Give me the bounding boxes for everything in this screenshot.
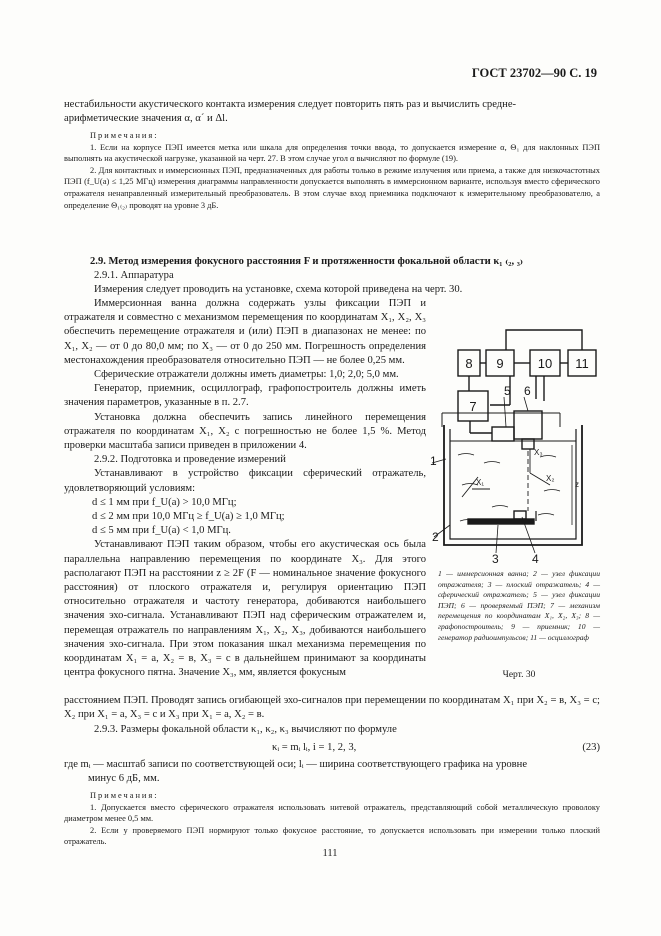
condition-2: d ≤ 2 мм при 10,0 МГц ≥ f_U(a) ≥ 1,0 МГц; (92, 511, 285, 523)
paragraph-alignment-end: расстоянием ПЭП. Проводят запись огибающей эхо-сигналов при перемещении по координатам X₁ при X₂ = в, X₃ = c; X₂ при X₁ = a, X₃ = c и X₃ при X₁ = a, X₂ = в. (64, 695, 600, 721)
notes-block-1 (64, 130, 600, 211)
label-2: 2 (432, 530, 439, 544)
formula-number: (23) (582, 742, 600, 753)
subsection-2-9-1: 2.9.1. Аппаратура (94, 270, 174, 281)
label-3: 3 (492, 552, 499, 566)
label-x2: X₂ (546, 474, 555, 483)
condition-1: d ≤ 1 мм при f_U(a) > 10,0 МГц; (92, 496, 237, 508)
left-column (64, 297, 426, 680)
paragraph-alignment: Устанавливают ПЭП таким образом, чтобы его акустическая ось была параллельна направлению перемещения по координате X₃. Для этого располагают ПЭП на расстоянии z ≥ 2F (F — номинальное значение фокусного расстояния) от плоского отражателя и, регулируя ориентацию ПЭП относительно отражателя и частоту генератора, добиваются наибольшего значения эхо-сигнала. Устанавливают ПЭП над сферическим отражателем и, перемещая отражатель по направлениям X₁, X₂, X₃, добиваются наибольшего значения эхо-сигнала. При этом показания шкал механизма перемещения по координатам X₁ = a, X₂ = в, X₃ = c в дальнейшем принимают за координаты центра фокусного пятна. Значение X₃, мм, является фокусным (64, 539, 426, 679)
pep-6 (514, 411, 542, 439)
paragraph-setup: Измерения следует проводить на установке, схема которой приведена на черт. 30. (94, 284, 463, 295)
label-5: 5 (504, 384, 511, 398)
label-x3: X₃ (534, 448, 543, 457)
paragraph-install: Устанавливают в устройство фиксации сферический отражатель, удовлетворяющий условиям: (64, 468, 426, 494)
loop-line (506, 330, 582, 350)
note-1: 1. Если на корпусе ПЭП имеется метка или шкала для определения точки ввода, то допускается измерение α, Θ₁ для наклонных ПЭП выполнять на акустической нагрузке, указанной на черт. 27. В этом случае угол α вычисляют по формуле (19). (64, 142, 600, 164)
label-6: 6 (524, 384, 531, 398)
formula-legend-1: где mᵢ — масштаб записи по соответствующей оси; lᵢ — ширина соответствующего графика на уровне (64, 759, 528, 770)
note-2-1: 1. Допускается вместо сферического отражателя использовать нитевой отражатель, представляющий собой металлическую проволоку диаметром менее 0,5 мм. (64, 802, 600, 824)
label-10: 10 (537, 356, 553, 371)
bath-outer (444, 425, 582, 545)
formula-23: κᵢ = mᵢ lᵢ, i = 1, 2, 3, (272, 742, 357, 753)
page-number: 111 (322, 848, 338, 859)
label-9: 9 (496, 356, 504, 371)
label-11: 11 (575, 356, 589, 371)
intro-line-1: нестабильности акустического контакта измерения следует повторить пять раз и вычислить средне- (64, 99, 517, 110)
paragraph-reflectors: Сферические отражатели должны иметь диаметры: 1,0; 2,0; 5,0 мм. (94, 369, 399, 381)
notes-block-2 (64, 790, 600, 848)
label-7: 7 (469, 399, 477, 414)
water-ripples (458, 454, 560, 522)
pep-tip (522, 439, 534, 449)
notes-heading: Примечания: (90, 131, 159, 140)
notes-heading-2: Примечания: (90, 791, 159, 800)
label-x1: X₁ (476, 478, 485, 487)
note-2: 2. Для контактных и иммерсионных ПЭП, предназначенных для работы только в режиме излучения или приема, а также для низкочастотных ПЭП (f_U(a) ≤ 1,25 МГц) измерения диаграммы направленности допускается выполнять в иммерсионном варианте, используя вместо сферического отражателя ненаправленный измерительный преобразователь. В этом случае вход приемника подключают к измерительному преобразователю, а определение Θ₁₍₂₎ проводят на уровне 3 дБ. (64, 165, 600, 210)
spherical-reflector-4 (514, 511, 526, 519)
label-1: 1 (430, 454, 437, 468)
formula-legend-2: минус 6 дБ, мм. (88, 773, 160, 784)
pep-holder-5 (492, 427, 514, 441)
paragraph-recording: Установка должна обеспечить запись линейного перемещения отражателя по координатам X₁, X₂ с погрешностью не более 1,5 %. Метод проверки масштаба записи приведен в приложении 4. (64, 411, 426, 452)
label-4: 4 (532, 552, 539, 566)
figure-caption: 1 — иммерсионная ванна; 2 — узел фиксации отражателя; 3 — плоский отражатель; 4 — сферический отражатель; 5 — узел фиксации ПЭП; 6 — проверяемый ПЭП; 7 — механизм перемещения по координатам X₁, X₂, X₃; 8 — графопостроитель; 9 — приемник; 10 — генератор радиоимпульсов; 11 — осциллограф (438, 569, 600, 642)
note-2-2: 2. Если у проверяемого ПЭП нормируют только фокусное расстояние, то допускается использовать при измерении только плоский отражатель. (64, 825, 600, 847)
figure-30-diagram (432, 325, 604, 565)
intro-line-2: арифметические значения α, α´ и Δl. (64, 113, 228, 125)
intro-paragraph (64, 98, 600, 126)
label-8: 8 (465, 356, 473, 371)
subsection-2-9-2: 2.9.2. Подготовка и проведение измерений (94, 454, 286, 466)
label-z: z (575, 480, 579, 489)
section-heading: 2.9. Метод измерения фокусного расстояния F и протяженности фокальной области κ₁ ₍₂, ₃₎ (90, 256, 524, 267)
page-header: ГОСТ 23702—90 С. 19 (471, 66, 597, 80)
subsection-2-9-3: 2.9.3. Размеры фокальной области κ₁, κ₂, κ₃ вычисляют по формуле (94, 724, 397, 735)
condition-3: d ≤ 5 мм при f_U(a) < 1,0 МГц. (92, 525, 231, 537)
paragraph-bath: Иммерсионная ванна должна содержать узлы фиксации ПЭП и отражателя и совместно с механизмом перемещения по координатам X₁, X₂, X₃ обеспечить перемещение отражателя и (или) ПЭП в диапазонах не менее: по X₁, X₂ — от 0 до 80,0 мм; по X₃ — от 0 до 250 мм. Погрешность определения местонахождения преобразователя относительно ПЭП — не более 0,25 мм. (64, 298, 426, 366)
paragraph-equipment: Генератор, приемник, осциллограф, графопостроитель должны иметь значения параметров, указанные в п. 2.7. (64, 383, 426, 409)
figure-title: Черт. 30 (502, 670, 536, 680)
